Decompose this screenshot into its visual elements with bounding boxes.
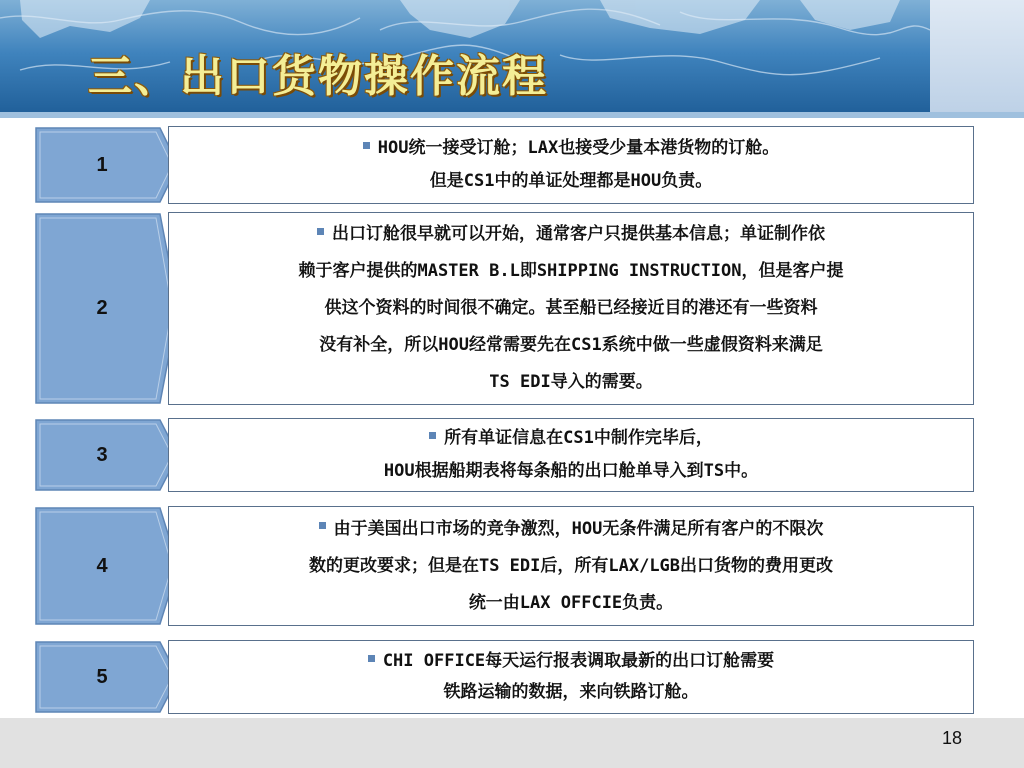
bullet-icon xyxy=(363,142,370,149)
page-title: 三、出口货物操作流程 xyxy=(88,51,548,102)
step-content-box xyxy=(168,640,974,714)
step-number: 1 xyxy=(96,153,108,176)
step-text: 由于美国出口市场的竞争激烈，HOU无条件满足所有客户的不限次 数的更改要求；但是在TS EDI后，所有LAX/LGB出口货物的费用更改 统一由LAX OFFCIE负责。 xyxy=(308,518,834,613)
step-text: 出口订舱很早就可以开始，通常客户只提供基本信息；单证制作依 赖于客户提供的MASTER B.L即SHIPPING INSTRUCTION，但是客户提 供这个资料的时间很不确定。甚至船已经接近目的港还有一些资料 没有补全，所以HOU经常需要先在CS1系统中做一些虚假资料来满足 TS EDI导入的需要。 xyxy=(298,224,844,392)
step-number: 3 xyxy=(96,443,108,466)
banner-right-panel xyxy=(930,0,1024,118)
step-2 xyxy=(0,212,1024,405)
step-content-box xyxy=(168,506,974,626)
step-chevron xyxy=(34,212,180,405)
step-text: HOU统一接受订舱；LAX也接受少量本港货物的订舱。 但是CS1中的单证处理都是HOU负责。 xyxy=(349,132,793,198)
bullet-icon xyxy=(319,522,326,529)
step-5 xyxy=(0,640,1024,714)
step-number: 4 xyxy=(96,554,108,577)
header-banner xyxy=(0,0,1024,118)
bullet-icon xyxy=(368,655,375,662)
step-number: 2 xyxy=(96,297,108,319)
step-text: CHI OFFICE每天运行报表调取最新的出口订舱需要 铁路运输的数据，来向铁路订舱。 xyxy=(354,646,788,708)
step-chevron xyxy=(34,126,180,204)
step-chevron xyxy=(34,640,180,714)
bullet-icon xyxy=(317,228,324,235)
step-chevron xyxy=(34,506,180,626)
step-number: 5 xyxy=(96,665,108,688)
step-chevron xyxy=(34,418,180,492)
step-content-box xyxy=(168,126,974,204)
step-4 xyxy=(0,506,1024,626)
bullet-icon xyxy=(429,432,436,439)
step-text: 所有单证信息在CS1中制作完毕后， HOU根据船期表将每条船的出口舱单导入到TS中。 xyxy=(383,428,759,481)
step-3 xyxy=(0,418,1024,492)
banner-bottom-strip xyxy=(0,112,1024,118)
step-content-box xyxy=(168,212,974,405)
page-number: 18 xyxy=(941,728,962,748)
footer-bar xyxy=(0,718,1024,768)
step-content-box xyxy=(168,418,974,492)
step-1 xyxy=(0,126,1024,204)
